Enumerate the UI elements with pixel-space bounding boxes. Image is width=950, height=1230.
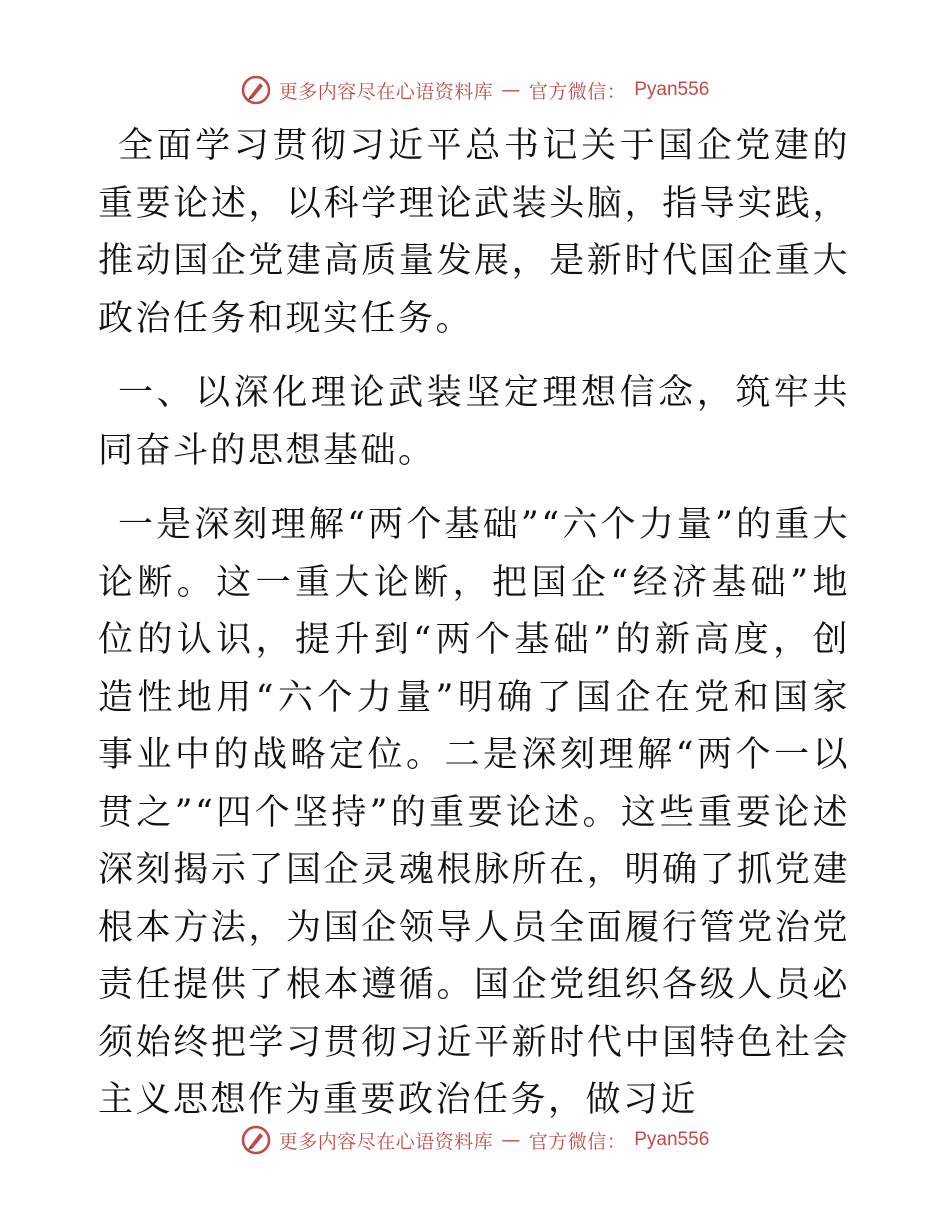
watermark-separator: — [501,1129,521,1151]
section-heading-paragraph: 一、以深化理论武装坚定理想信念，筑牢共同奋斗的思想基础。 [98,373,850,471]
watermark-text: 更多内容尽在心语资料库 [278,80,494,103]
body-paragraph: 一是深刻理解“两个基础”“六个力量”的重大论断。这一重大论断，把国企“经济基础”地位的认识，提升到“两个基础”的新高度，创造性地用“六个力量”明确了国企在党和国家事业中的战略定位。二是深刻理解“两个一以贯之”“四个坚持”的重要论述。这些重要论述深刻揭示了国企灵魂根脉所在，明确了抓党建根本方法，为国企领导人员全面履行管党治党责任提供了根本遵循。国企党组织各级人员必须始终把学习贯彻习近平新时代中国特色社会主义思想作为重要政治任务，做习近 [98,505,850,1120]
pen-logo-icon [241,75,271,105]
watermark-label: 官方微信： [528,80,627,103]
watermark-id: Pyan556 [634,79,710,100]
footer-watermark [0,1122,950,1158]
watermark-separator: — [501,79,521,101]
intro-paragraph: 全面学习贯彻习近平总书记关于国企党建的重要论述，以科学理论武装头脑，指导实践，推动国企党建高质量发展，是新时代国企重大政治任务和现实任务。 [98,126,850,339]
pen-logo-icon [241,1125,271,1155]
watermark-label: 官方微信： [528,1130,627,1153]
watermark-id: Pyan556 [634,1129,710,1150]
header-watermark [0,72,950,108]
watermark-text: 更多内容尽在心语资料库 [278,1130,494,1153]
document-body [98,118,850,1130]
